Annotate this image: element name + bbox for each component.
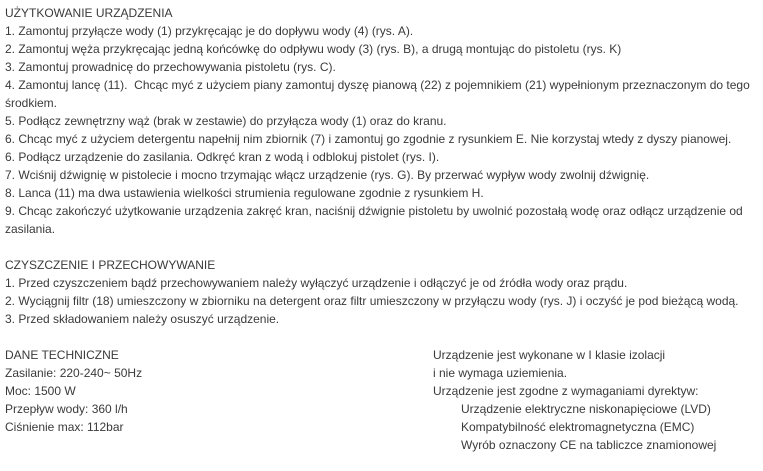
- compliance-directive-lvd: Urządzenie elektryczne niskonapięciowe (LVD): [461, 402, 711, 416]
- compliance-line-2: i nie wymaga uziemienia.: [433, 366, 568, 380]
- cleaning-heading: CZYSZCZENIE I PRZECHOWYWANIE: [5, 258, 216, 272]
- tech-spec-power-supply: Zasilanie: 220-240~ 50Hz: [5, 366, 143, 380]
- section-usage: [5, 4, 757, 238]
- usage-step-5: 5. Podłącz zewnętrzny wąż (brak w zestawie) do przyłącza wody (1) oraz do kranu.: [5, 114, 447, 128]
- compliance-line-3: Urządzenie jest zgodne z wymaganiami dyrektyw:: [433, 384, 699, 398]
- compliance-directive-emc: Kompatybilność elektromagnetyczna (EMC): [461, 420, 695, 434]
- usage-heading: UŻYTKOWANIE URZĄDZENIA: [5, 6, 173, 20]
- tech-specs: [5, 346, 433, 436]
- usage-step-6a: 6. Chcąc myć z użyciem detergentu napełnij nim zbiornik (7) i zamontuj go zgodnie z rysunkiem E. Nie korzystaj wtedy z dyszy pianowej.: [5, 132, 732, 146]
- usage-step-9: 9. Chcąc zakończyć użytkowanie urządzenia zakręć kran, naciśnij dźwignie pistoletu by uwolnić pozostałą wodę oraz odłącz urządzenie od zasilania.: [5, 204, 747, 236]
- cleaning-step-2: 2. Wyciągnij filtr (18) umieszczony w zbiorniku na detergent oraz filtr umieszczony w przyłączu wody (rys. J) i oczyść je pod bieżącą wodą.: [5, 294, 739, 308]
- cleaning-step-1: 1. Przed czyszczeniem bądź przechowywaniem należy wyłączyć urządzenie i odłączyć je od źródła wody oraz prądu.: [5, 276, 628, 290]
- usage-step-2: 2. Zamontuj węża przykręcając jedną końcówkę do odpływu wody (3) (rys. B), a drugą montując do pistoletu (rys. K): [5, 42, 622, 56]
- usage-step-8: 8. Lanca (11) ma dwa ustawienia wielkości strumienia regulowane zgodnie z rysunkiem H.: [5, 186, 484, 200]
- usage-step-3: 3. Zamontuj prowadnicę do przechowywania pistoletu (rys. C).: [5, 60, 336, 74]
- tech-heading: DANE TECHNICZNE: [5, 348, 119, 362]
- usage-step-4: 4. Zamontuj lancę (11). Chcąc myć z użyciem piany zamontuj dyszę pianową (22) z pojemnikiem (21) wypełnionym przeznaczonym do tego środkiem.: [5, 78, 754, 110]
- compliance-notes: [433, 346, 757, 454]
- tech-spec-max-pressure: Ciśnienie max: 112bar: [5, 420, 124, 434]
- section-gap: [5, 328, 757, 346]
- bottom-columns: [5, 346, 757, 454]
- usage-step-1: 1. Zamontuj przyłącze wody (1) przykręcając je do dopływu wody (4) (rys. A).: [5, 24, 414, 38]
- section-gap: [5, 238, 757, 256]
- tech-spec-water-flow: Przepływ wody: 360 l/h: [5, 402, 128, 416]
- compliance-line-1: Urządzenie jest wykonane w I klasie izolacji: [433, 348, 666, 362]
- usage-step-6b: 6. Podłącz urządzenie do zasilania. Odkręć kran z wodą i odblokuj pistolet (rys. I).: [5, 150, 440, 164]
- section-cleaning: [5, 256, 757, 328]
- cleaning-step-3: 3. Przed składowaniem należy osuszyć urządzenie.: [5, 312, 280, 326]
- compliance-ce-marking: Wyrób oznaczony CE na tabliczce znamionowej: [461, 438, 717, 452]
- usage-step-7: 7. Wciśnij dźwignię w pistolecie i mocno trzymając włącz urządzenie (rys. G). By przerwać wypływ wody zwolnij dźwignię.: [5, 168, 650, 182]
- tech-spec-power: Moc: 1500 W: [5, 384, 76, 398]
